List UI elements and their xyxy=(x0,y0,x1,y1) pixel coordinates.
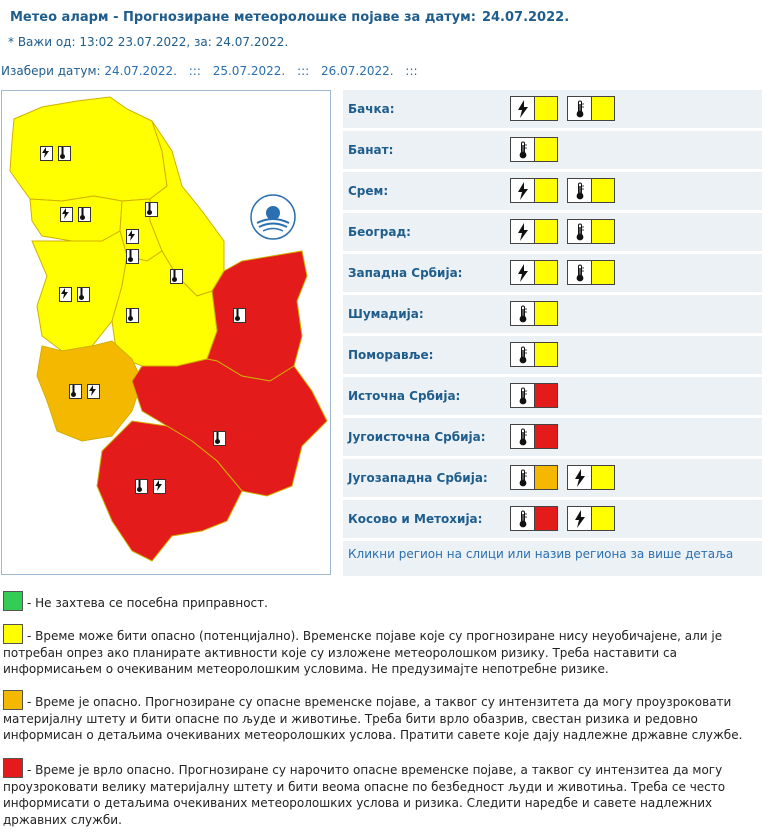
date-link-3[interactable]: 26.07.2022. xyxy=(321,64,394,78)
alert-level-yellow xyxy=(535,261,557,284)
lightning-icon xyxy=(568,507,592,530)
legend-text: - Време је опасно. Прогнозиране су опасне временске појаве, а таквог су интензитета да могу проузроковати материјалну штету и бити опасне по људе и животиње. Треба бити врло обазрив, свестан ризика и редовно информисан о детаљима очекиваних метеоролошких услова. Пратити савете које дају надлежне државне службе. xyxy=(3,695,743,742)
page-title-text: Метео аларм - Прогнозиране метеоролошке појаве за датум: xyxy=(10,10,476,25)
page-title-date: 24.07.2022. xyxy=(481,10,570,25)
alert-level-red xyxy=(535,425,557,448)
region-name-link[interactable]: Југоисточна Србија: xyxy=(348,430,486,444)
map-thermometer-icon[interactable] xyxy=(135,479,148,494)
alert-indicator[interactable] xyxy=(510,301,558,326)
alert-indicator[interactable] xyxy=(567,219,615,244)
thermometer-icon xyxy=(511,466,535,489)
region-alerts xyxy=(510,342,558,367)
region-row[interactable] xyxy=(343,459,762,500)
region-alerts xyxy=(510,96,615,121)
alert-level-yellow xyxy=(535,97,557,120)
date-link-1[interactable]: 24.07.2022. xyxy=(104,64,177,78)
alert-level-yellow xyxy=(535,179,557,202)
alert-level-yellow xyxy=(592,97,614,120)
alert-level-orange xyxy=(535,466,557,489)
legend-text: - Време је врло опасно. Прогнозиране су нарочито опасне временске појаве, а таквог су интензитеа да могу проузроковати велику материјалну штету и бити веома опасне по безбедност људи и животиња. Треба се често информисати о детаљима очекиваних метеоролошких услова и ризика. Следити наредбе и савете надлежних државних служби. xyxy=(3,763,726,827)
map-thermometer-icon[interactable] xyxy=(58,146,71,161)
region-name-link[interactable]: Југозападна Србија: xyxy=(348,471,488,485)
thermometer-icon xyxy=(568,179,592,202)
alert-indicator[interactable] xyxy=(510,260,558,285)
region-row[interactable] xyxy=(343,418,762,459)
map-thermometer-icon[interactable] xyxy=(126,308,139,323)
thermometer-icon xyxy=(568,97,592,120)
map-thermometer-icon[interactable] xyxy=(233,308,246,323)
alert-level-red xyxy=(535,384,557,407)
region-alerts xyxy=(510,260,615,285)
map-thermometer-icon[interactable] xyxy=(170,269,183,284)
alert-level-yellow xyxy=(592,220,614,243)
alert-indicator[interactable] xyxy=(510,178,558,203)
region-row[interactable] xyxy=(343,213,762,254)
thermometer-icon xyxy=(511,343,535,366)
alert-indicator[interactable] xyxy=(567,178,615,203)
legend-swatch xyxy=(3,758,23,778)
alert-level-yellow xyxy=(592,466,614,489)
region-row[interactable] xyxy=(343,90,762,131)
map-lightning-icon[interactable] xyxy=(60,207,73,222)
date-picker-label: Изабери датум: xyxy=(1,64,101,78)
alert-indicator[interactable] xyxy=(510,342,558,367)
alert-indicator[interactable] xyxy=(510,424,558,449)
serbia-map[interactable] xyxy=(1,90,331,575)
alert-indicator[interactable] xyxy=(510,506,558,531)
map-thermometer-icon[interactable] xyxy=(77,287,90,302)
region-row[interactable] xyxy=(343,377,762,418)
alert-indicator[interactable] xyxy=(567,465,615,490)
legend-item-yellow xyxy=(3,624,765,678)
page-title xyxy=(10,10,569,25)
map-thermometer-icon[interactable] xyxy=(126,249,139,264)
legend-item-orange xyxy=(3,690,765,744)
lightning-icon xyxy=(511,220,535,243)
legend-swatch xyxy=(3,690,23,710)
region-alerts xyxy=(510,301,558,326)
thermometer-icon xyxy=(511,507,535,530)
map-lightning-icon[interactable] xyxy=(126,229,139,244)
region-list xyxy=(343,90,762,576)
date-picker xyxy=(1,64,426,78)
legend-swatch xyxy=(3,591,23,611)
legend-text: - Не захтева се посебна приправност. xyxy=(27,596,268,610)
region-hint-text: Кликни регион на слици или назив региона за више детаља xyxy=(343,538,762,576)
region-alerts xyxy=(510,383,558,408)
map-lightning-icon[interactable] xyxy=(153,479,166,494)
region-alerts xyxy=(510,424,558,449)
region-alerts xyxy=(510,219,615,244)
legend-item-green xyxy=(3,591,765,612)
map-thermometer-icon[interactable] xyxy=(69,384,82,399)
lightning-icon xyxy=(568,466,592,489)
map-region-srem[interactable] xyxy=(30,196,122,241)
region-row[interactable] xyxy=(343,295,762,336)
thermometer-icon xyxy=(511,138,535,161)
date-link-2[interactable]: 25.07.2022. xyxy=(212,64,286,78)
alert-indicator[interactable] xyxy=(510,96,558,121)
alert-indicator[interactable] xyxy=(510,383,558,408)
alert-indicator[interactable] xyxy=(567,260,615,285)
lightning-icon xyxy=(511,261,535,284)
alert-indicator[interactable] xyxy=(567,96,615,121)
thermometer-icon xyxy=(568,220,592,243)
map-thermometer-icon[interactable] xyxy=(213,431,226,446)
thermometer-icon xyxy=(568,261,592,284)
region-alerts xyxy=(510,178,615,203)
legend-item-red xyxy=(3,758,765,828)
map-lightning-icon[interactable] xyxy=(40,146,53,161)
region-row[interactable] xyxy=(343,172,762,213)
map-lightning-icon[interactable] xyxy=(87,384,100,399)
alert-indicator[interactable] xyxy=(510,137,558,162)
map-lightning-icon[interactable] xyxy=(59,287,72,302)
date-separator: ::: xyxy=(188,64,201,78)
thermometer-icon xyxy=(511,302,535,325)
region-name-link[interactable]: Београд: xyxy=(348,225,411,239)
region-row[interactable] xyxy=(343,500,762,541)
region-name-link[interactable]: Поморавље: xyxy=(348,348,434,362)
alert-level-red xyxy=(535,507,557,530)
map-thermometer-icon[interactable] xyxy=(78,207,91,222)
alert-level-yellow xyxy=(592,179,614,202)
alert-indicator[interactable] xyxy=(567,506,615,531)
map-region-backa[interactable] xyxy=(10,97,167,201)
alert-level-yellow xyxy=(535,220,557,243)
region-name-link[interactable]: Западна Србија: xyxy=(348,266,463,280)
alert-level-yellow xyxy=(535,302,557,325)
alert-indicator[interactable] xyxy=(510,219,558,244)
region-row[interactable] xyxy=(343,336,762,377)
alert-level-yellow xyxy=(535,138,557,161)
alert-indicator[interactable] xyxy=(510,465,558,490)
alert-level-yellow xyxy=(535,343,557,366)
validity-text: * Важи од: 13:02 23.07.2022, за: 24.07.2022. xyxy=(8,35,289,49)
legend-swatch xyxy=(3,624,23,644)
region-name-link[interactable]: Банат: xyxy=(348,143,394,157)
legend-text: - Време може бити опасно (потенцијално). Временске појаве које су прогнозиране нису неуобичајене, али је потребан опрез ако планирате активности које су изложене метеоролошком ризику. Треба наставити са информисањем о очекиваним метеоролошким условима. Не предузимајте непотребне ризике. xyxy=(3,629,723,676)
region-name-link[interactable]: Источна Србија: xyxy=(348,389,461,403)
region-alerts xyxy=(510,506,615,531)
region-name-link[interactable]: Срем: xyxy=(348,184,389,198)
thermometer-icon xyxy=(511,425,535,448)
alert-level-yellow xyxy=(592,261,614,284)
thermometer-icon xyxy=(511,384,535,407)
region-row[interactable] xyxy=(343,254,762,295)
map-thermometer-icon[interactable] xyxy=(145,202,158,217)
date-separator: ::: xyxy=(297,64,310,78)
lightning-icon xyxy=(511,179,535,202)
alert-level-yellow xyxy=(592,507,614,530)
region-row[interactable] xyxy=(343,131,762,172)
region-name-link[interactable]: Косово и Метохија: xyxy=(348,512,483,526)
region-alerts xyxy=(510,137,558,162)
region-name-link[interactable]: Бачка: xyxy=(348,102,395,116)
region-alerts xyxy=(510,465,615,490)
region-name-link[interactable]: Шумадија: xyxy=(348,307,424,321)
date-separator: ::: xyxy=(405,64,418,78)
rhmz-logo-icon xyxy=(249,193,297,241)
lightning-icon xyxy=(511,97,535,120)
